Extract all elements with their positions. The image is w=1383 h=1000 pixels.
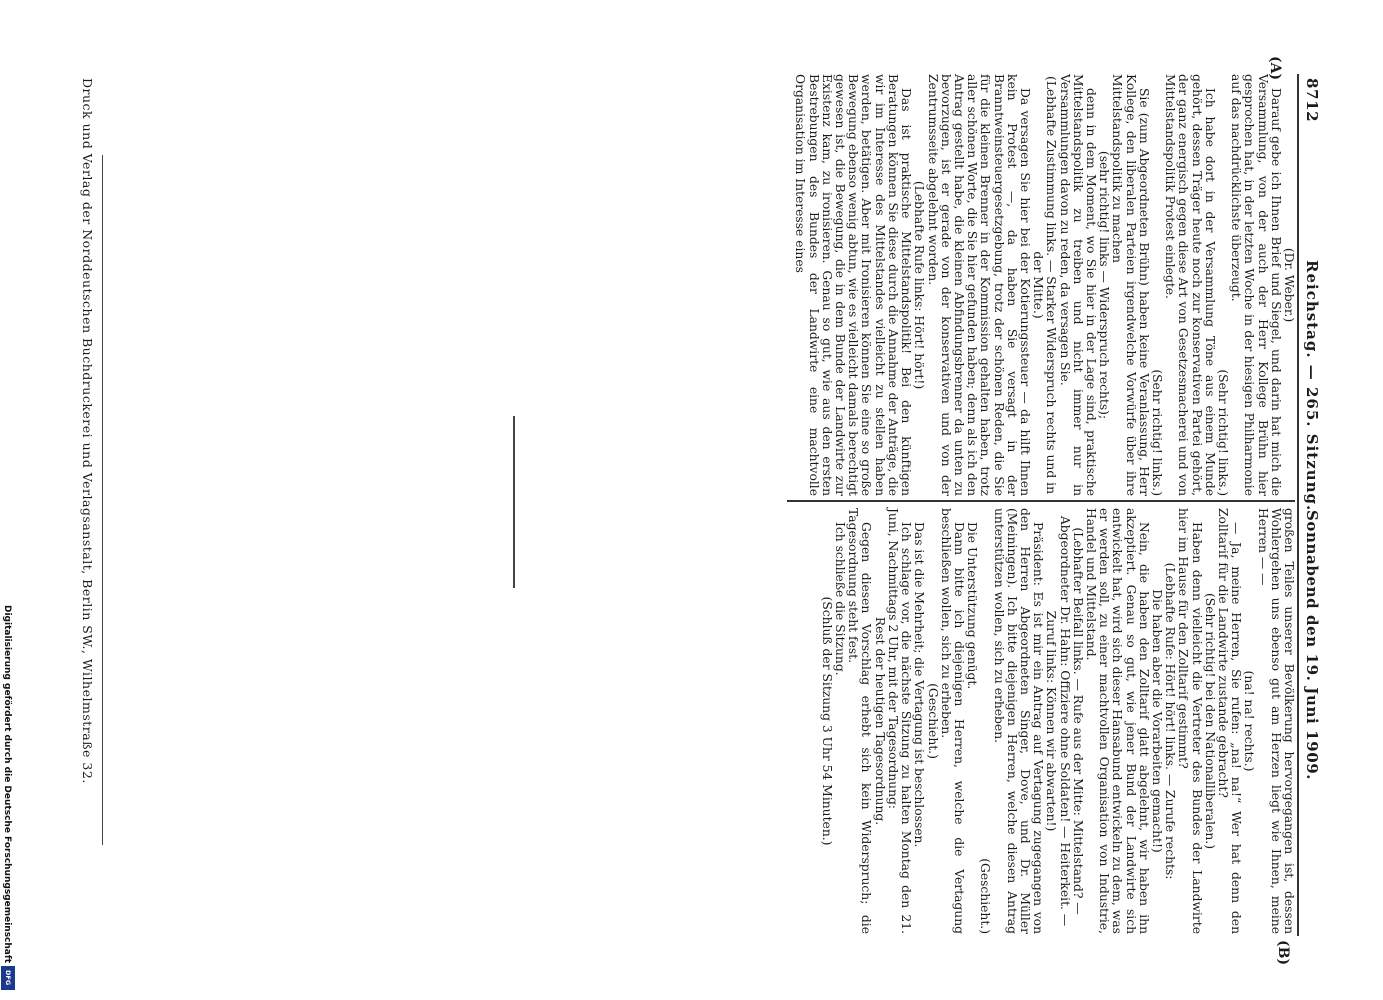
paragraph: (Dr. Weber.) bbox=[1282, 247, 1296, 323]
left-column bbox=[793, 74, 1295, 496]
paragraph: Rest der heutigen Tagesordnung. bbox=[872, 616, 887, 826]
paragraph: (na! na! rechts.) bbox=[1242, 670, 1257, 772]
paragraph: (Sehr richtig! bei den Nationalliberalen.) bbox=[1202, 592, 1217, 849]
paragraph: Das ist die Mehrheit; die Vertagung ist beschlossen. bbox=[912, 522, 927, 848]
paragraph: Ich schlage vor, die nächste Sitzung zu halten Montag den 21. Juni, Nachmittags 2 Uhr, mit der Tagesordnung: bbox=[885, 508, 914, 934]
paragraph: — Ja, meine Herren, Sie rufen: „na! na!“ Wer hat denn den Zolltarif für die Landwirte zustande gebracht? bbox=[1215, 508, 1244, 934]
paragraph: (Geschieht.) bbox=[978, 858, 993, 934]
margin-marker-a: (A) bbox=[1267, 56, 1283, 81]
paragraph: (Sehr richtig! links.) bbox=[1149, 369, 1164, 496]
digitization-note: Digitalisierung gefördert durch die Deutsche Forschungsgemeinschaft bbox=[2, 605, 12, 964]
paragraph: Die haben aber die Vorarbeiten gemacht!) bbox=[1149, 589, 1164, 853]
paragraph: Darauf gebe ich Ihnen Brief und Siegel, und darin hat mich die Versammlung, von der auch der Herr Kollege Brühn hier gesprochen hat, in der letzten Woche in der hiesigen Philharmonie auf das nachdrücklichste überzeugt. bbox=[1229, 74, 1283, 496]
session-date: Sonnabend den 19. Juni 1909. bbox=[1303, 510, 1321, 781]
paragraph: Gegen diesen Vorschlag erhebt sich kein Widerspruch; die Tagesordnung steht fest. bbox=[846, 508, 874, 934]
paragraph: (Schluß der Sitzung 3 Uhr 54 Minuten.) bbox=[819, 596, 834, 846]
paragraph: Dann bitte ich diejenigen Herren, welche die Vertagung beschließen wollen, sich zu erheben. bbox=[938, 508, 966, 934]
paragraph: Die Unterstützung genügt. bbox=[965, 522, 980, 690]
footer-rule bbox=[102, 155, 103, 845]
paragraph: Sie (zum Abgeordneten Brühn) haben keine Veranlassung, Herr Kollege, den liberalen Parteien irgendwelche Vorwürfe über ihre Mittelstandspolitik zu machen bbox=[1110, 74, 1151, 496]
paragraph: Da versagen Sie hier bei der Kotierungssteuer — da hilft Ihnen kein Protest —, da haben Sie versagt in der Branntweinsteuergesetzgebung, trotz der schönen Reden, die Sie für die kleinen Brenner in der Kommission gehalten haben, trotz aller schönen Worte, die Sie hier gefunden haben; denn als ich den Antrag gestellt habe, die kleinen Abfindungsbrenner da unten zu bevorzugen, ist er gerade von der konservativen und von der Zentrumsseite abgelehnt worden. bbox=[925, 74, 1032, 496]
column-divider bbox=[787, 500, 1295, 502]
section-rule bbox=[513, 416, 515, 588]
paragraph: Haben denn vielleicht die Vertreter des Bundes der Landwirte hier im Hause für den Zolltarif gestimmt? bbox=[1176, 508, 1204, 934]
paragraph: Das ist praktische Mittelstandspolitik! Bei den künftigen Beratungen können Sie diese durch die Annahme der Anträge, die wir im Interesse des Mittelstandes vielleicht zu stellen haben werden, betätigen. Aber mit Ironisieren können Sie eine so große Bewegung ebenso wenig abtun, wie es vielleicht damals berechtigt gewesen ist, die Bewegung, die in dem Bunde der Landwirte zur Existenz kam, zu ironisieren. Genau so gut, wie aus den ersten Bestrebungen des Bundes der Landwirte eine machtvolle Organisation im Interesse eines bbox=[793, 74, 914, 496]
paragraph: denn in dem Moment, wo Sie hier in der Lage sind, praktische Mittelstandspolitik zu treiben und nicht immer nur in Versammlungen davon zu reden, da versagen Sie. bbox=[1057, 74, 1098, 496]
paragraph: Ich habe dort in der Versammlung Töne aus einem Munde gehört, dessen Träger heute noch zur konservativen Partei gehört, der ganz energisch gegen diese Art von Gesetzesmacherei und von Mittelstandspolitik Protest einlegte. bbox=[1163, 74, 1217, 496]
paragraph: Nein, die haben den Zolltarif glatt abgelehnt, wir haben ihn akzeptiert. Genau so gut, wie jener Bund der Landwirte sich entwickelt hat, wird sich dieser Hansabund entwickeln zu dem, was er werden soll, zu einer machtvollen Organisation von Industrie, Handel und Mittelstand. bbox=[1083, 508, 1151, 934]
right-column bbox=[820, 508, 1295, 934]
paragraph: (Geschieht.) bbox=[925, 683, 940, 759]
paragraph: (Lebhafte Zustimmung links. — Starker Widerspruch rechts und in der Mitte.) bbox=[1031, 76, 1059, 494]
margin-marker-b: (B) bbox=[1275, 940, 1291, 966]
paragraph: (Lebhafte Rufe: Hört! hört! links. — Zurufe rechts: bbox=[1163, 562, 1178, 880]
printer-imprint: Druck und Verlag der Norddeutschen Buchdruckerei und Verlagsanstalt, Berlin SW., Wilhelmstraße 32. bbox=[80, 78, 95, 784]
paragraph: großen Teiles unserer Bevölkerung hervorgegangen ist, dessen Wohlergehen uns ebenso gut am Herzen liegt wie Ihnen, meine Herren — — bbox=[1255, 508, 1296, 934]
page-number: 8712 bbox=[1303, 78, 1321, 123]
paragraph: (Lebhafter Beifall links. — Rufe aus der Mitte: Mittelstand? — Abgeordneter Dr. Hahn: Offiziere ohne Soldaten! — Heiterkeit. — Zuruf links: Können wir abwarten!) bbox=[1044, 515, 1085, 927]
paragraph: (Lebhafte Rufe links: Hört! hört!) bbox=[912, 180, 927, 390]
paragraph: (Sehr richtig! links.) bbox=[1215, 369, 1230, 496]
page-title: Reichstag. — 265. Sitzung. bbox=[1303, 260, 1321, 512]
dfg-logo: DFG bbox=[1, 966, 15, 990]
paragraph: (sehr richtig! links — Widerspruch rechts); bbox=[1097, 150, 1112, 420]
header-rule bbox=[1297, 74, 1299, 936]
paragraph: Präsident: Es ist mir ein Antrag auf Vertagung zugegangen von den Herren Abgeordneten Singer, Dove, und Dr. Müller (Meiningen). Ich bitte diejenigen Herren, welche diesen Antrag unterstützen wollen, sich zu erheben. bbox=[991, 508, 1046, 934]
paragraph: Ich schließe die Sitzung. bbox=[833, 522, 848, 676]
